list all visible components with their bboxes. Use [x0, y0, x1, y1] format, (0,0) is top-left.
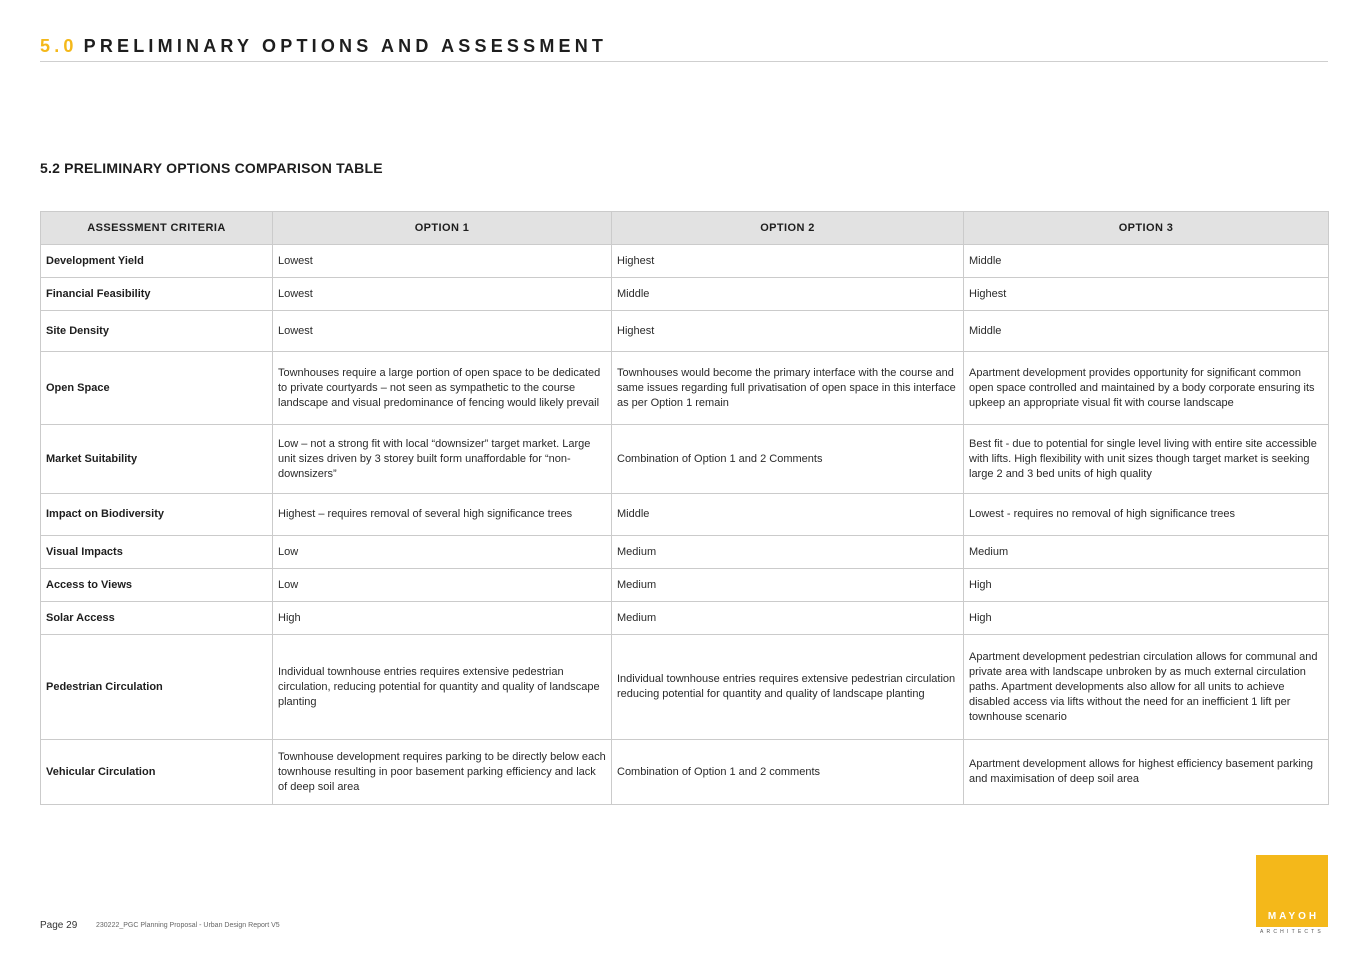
- criteria-cell: Open Space: [41, 352, 273, 425]
- option2-cell: Combination of Option 1 and 2 comments: [612, 740, 964, 805]
- criteria-cell: Pedestrian Circulation: [41, 635, 273, 740]
- criteria-cell: Visual Impacts: [41, 536, 273, 569]
- option3-cell: High: [964, 602, 1329, 635]
- option1-cell: High: [273, 602, 612, 635]
- criteria-cell: Vehicular Circulation: [41, 740, 273, 805]
- table-row: [41, 352, 1329, 425]
- table-row: [41, 635, 1329, 740]
- table-row: [41, 278, 1329, 311]
- table-row: [41, 494, 1329, 536]
- option1-cell: Low: [273, 536, 612, 569]
- option1-cell: Lowest: [273, 311, 612, 352]
- option3-cell: Best fit - due to potential for single level living with entire site accessible with lifts. High flexibility with unit sizes though target market is seeking large 2 and 3 bed units of high quality: [964, 425, 1329, 494]
- table-row: [41, 311, 1329, 352]
- option1-cell: Highest – requires removal of several high significance trees: [273, 494, 612, 536]
- criteria-cell: Solar Access: [41, 602, 273, 635]
- option3-cell: Middle: [964, 245, 1329, 278]
- option3-cell: Middle: [964, 311, 1329, 352]
- criteria-cell: Market Suitability: [41, 425, 273, 494]
- section-title: 5.2 PRELIMINARY OPTIONS COMPARISON TABLE: [40, 160, 383, 176]
- option2-cell: Individual townhouse entries requires extensive pedestrian circulation reducing potential for quantity and quality of landscape planting: [612, 635, 964, 740]
- option2-cell: Middle: [612, 494, 964, 536]
- page-number: Page 29: [40, 920, 78, 931]
- document-reference: 230222_PGC Planning Proposal - Urban Design Report V5: [96, 922, 280, 929]
- table-header-row: [41, 212, 1329, 245]
- option1-cell: Lowest: [273, 245, 612, 278]
- option1-cell: Low – not a strong fit with local “downsizer” target market. Large unit sizes driven by 3 storey built form unaffordable for “non-downsizers”: [273, 425, 612, 494]
- option2-cell: Medium: [612, 569, 964, 602]
- option1-cell: Low: [273, 569, 612, 602]
- option3-cell: Medium: [964, 536, 1329, 569]
- chapter-title: PRELIMINARY OPTIONS AND ASSESSMENT: [83, 36, 608, 56]
- table-row: [41, 245, 1329, 278]
- column-header: OPTION 1: [273, 212, 612, 245]
- option2-cell: Middle: [612, 278, 964, 311]
- criteria-cell: Impact on Biodiversity: [41, 494, 273, 536]
- option3-cell: Lowest - requires no removal of high significance trees: [964, 494, 1329, 536]
- option2-cell: Highest: [612, 245, 964, 278]
- criteria-cell: Development Yield: [41, 245, 273, 278]
- option3-cell: High: [964, 569, 1329, 602]
- option3-cell: Apartment development provides opportunity for significant common open space controlled and maintained by a body corporate ensuring its upkeep an appropriate visual fit with course landscape: [964, 352, 1329, 425]
- option2-cell: Townhouses would become the primary interface with the course and same issues regarding full privatisation of open space in this interface as per Option 1 remain: [612, 352, 964, 425]
- option2-cell: Medium: [612, 602, 964, 635]
- table-row: [41, 425, 1329, 494]
- table-row: [41, 740, 1329, 805]
- table-row: [41, 536, 1329, 569]
- option3-cell: Highest: [964, 278, 1329, 311]
- comparison-table: [40, 211, 1329, 805]
- column-header: OPTION 2: [612, 212, 964, 245]
- option1-cell: Townhouses require a large portion of open space to be dedicated to private courtyards – not seen as sympathetic to the course landscape and visual predominance of fencing would likely prevail: [273, 352, 612, 425]
- column-header: ASSESSMENT CRITERIA: [41, 212, 273, 245]
- option2-cell: Combination of Option 1 and 2 Comments: [612, 425, 964, 494]
- page-header: [40, 36, 1328, 62]
- criteria-cell: Site Density: [41, 311, 273, 352]
- table-row: [41, 602, 1329, 635]
- logo-subtitle: ARCHITECTS: [1260, 929, 1324, 935]
- logo-name: MAYOH: [1267, 911, 1320, 922]
- option1-cell: Lowest: [273, 278, 612, 311]
- page-title: [40, 36, 1328, 57]
- criteria-cell: Financial Feasibility: [41, 278, 273, 311]
- column-header: OPTION 3: [964, 212, 1329, 245]
- option1-cell: Townhouse development requires parking to be directly below each townhouse resulting in poor basement parking efficiency and lack of deep soil area: [273, 740, 612, 805]
- mayoh-logo: [1256, 855, 1328, 927]
- chapter-number: 5.0: [40, 36, 78, 56]
- option2-cell: Highest: [612, 311, 964, 352]
- table-row: [41, 569, 1329, 602]
- option2-cell: Medium: [612, 536, 964, 569]
- criteria-cell: Access to Views: [41, 569, 273, 602]
- option3-cell: Apartment development pedestrian circulation allows for communal and private area with landscape unbroken by as much external circulation paths. Apartment developments also allow for all units to achieve disabled access via lifts without the need for an inefficient 1 lift per townhouse scenario: [964, 635, 1329, 740]
- option3-cell: Apartment development allows for highest efficiency basement parking and maximisation of deep soil area: [964, 740, 1329, 805]
- option1-cell: Individual townhouse entries requires extensive pedestrian circulation, reducing potential for quantity and quality of landscape planting: [273, 635, 612, 740]
